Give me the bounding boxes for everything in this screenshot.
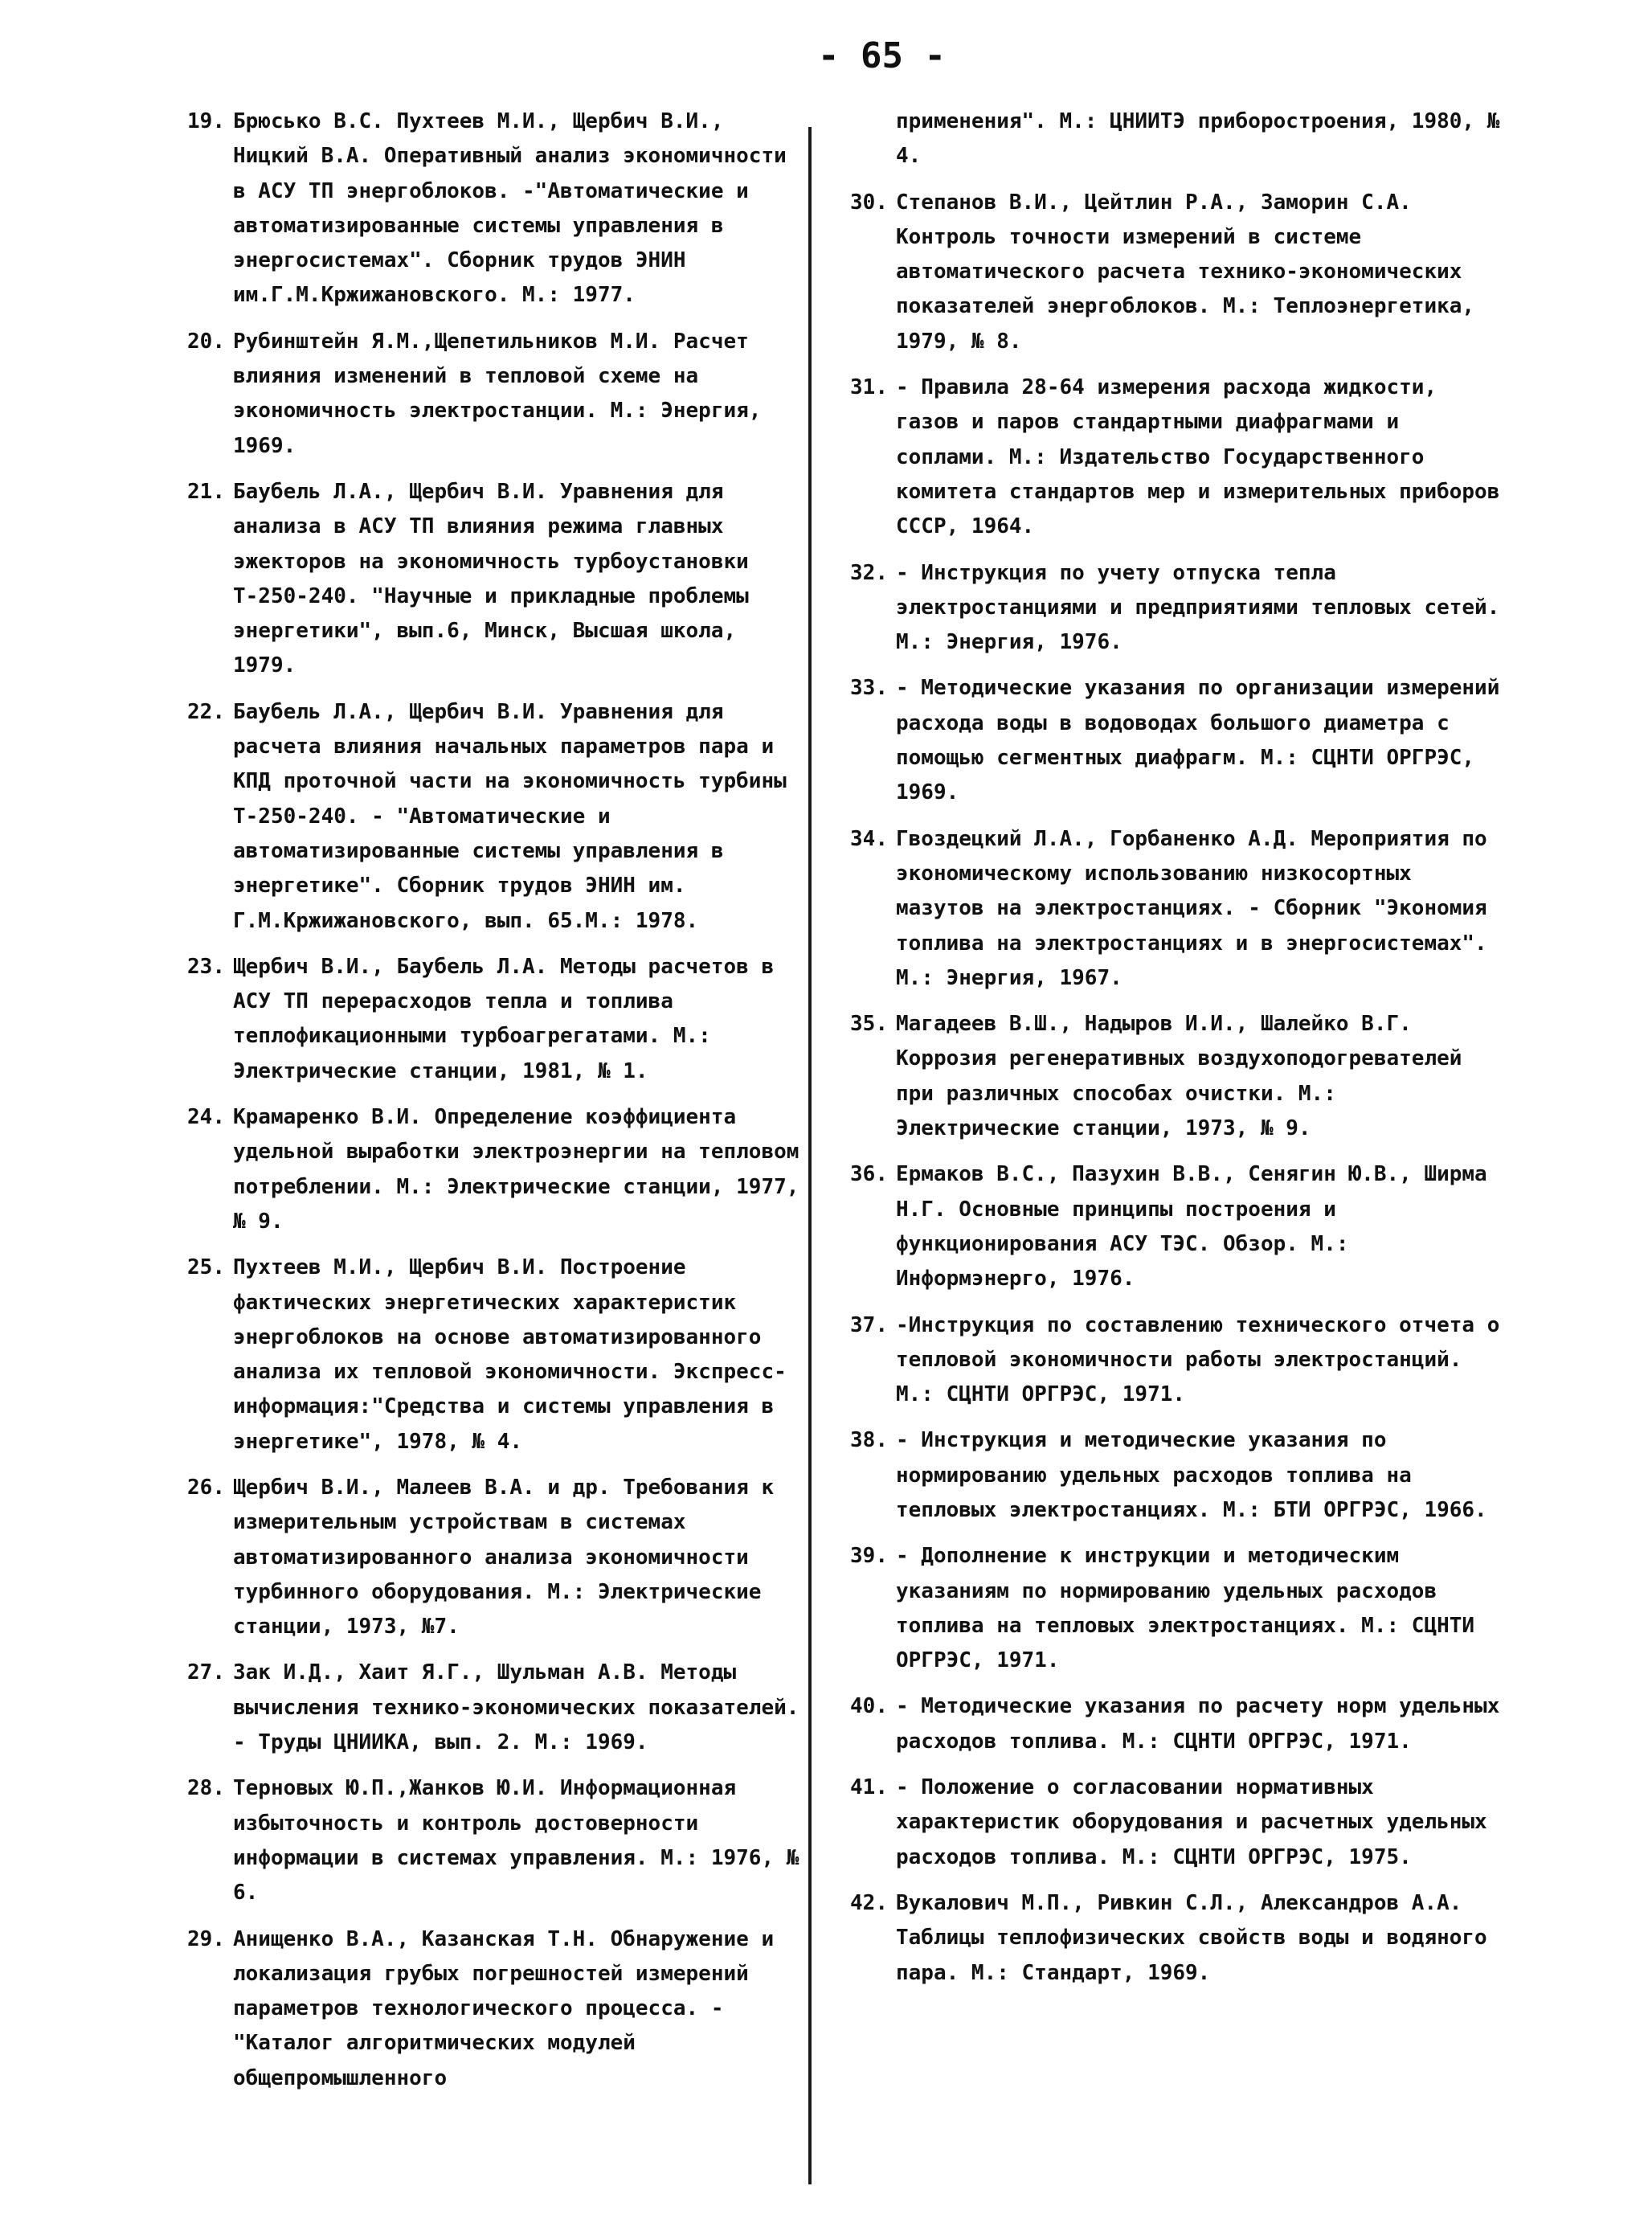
reference-entry bbox=[832, 1886, 1507, 1991]
reference-number: 35. bbox=[850, 1012, 888, 1037]
reference-entry bbox=[169, 325, 804, 464]
reference-text: Анищенко В.А., Казанская Т.Н. Обнаружение и локализация грубых погрешностей измерений параметров технологического процесса. - "Каталог алгоритмических модулей общепромышленного bbox=[233, 1926, 775, 2090]
reference-text: Магадеев В.Ш., Надыров И.И., Шалейко В.Г. Коррозия регенеративных воздухоподогревателей при различных способах очистки. М.: Электрические станции, 1973, № 9. bbox=[896, 1012, 1462, 1141]
reference-text: Вукалович М.П., Ривкин С.Л., Александров А.А. Таблицы теплофизических свойств воды и водяного пара. М.: Стандарт, 1969. bbox=[896, 1890, 1487, 1985]
reference-text: - Правила 28-64 измерения расхода жидкости, газов и паров стандартными диафрагмами и соплами. М.: Издательство Государственного комитета стандартов мер и измерительных приборов СССР, 1964. bbox=[896, 375, 1500, 539]
reference-text: -Инструкция по составлению технического отчета о тепловой экономичности работы электростанций. М.: СЦНТИ ОРГРЭС, 1971. bbox=[896, 1312, 1500, 1407]
reference-text: Терновых Ю.П.,Жанков Ю.И. Информационная избыточность и контроль достоверности информации в системах управления. М.: 1976, № 6. bbox=[233, 1776, 799, 1906]
reference-text: Баубель Л.А., Щербич В.И. Уравнения для расчета влияния начальных параметров пара и КПД проточной части на экономичность турбины Т-250-240. - "Автоматические и автоматизированные системы управления в энергетике". Сборник трудов ЭНИН им. Г.М.Кржижановского, вып. 65.М.: 1978. bbox=[233, 699, 787, 933]
reference-number: 20. bbox=[187, 329, 225, 354]
reference-text: Щербич В.И., Малеев В.А. и др. Требования к измерительным устройствам в системах автоматизированного анализа экономичности турбинного оборудования. М.: Электрические станции, 1973, №7. bbox=[233, 1475, 775, 1639]
page-number: - 65 - bbox=[818, 35, 946, 76]
reference-number: 36. bbox=[850, 1162, 888, 1187]
reference-number: 37. bbox=[850, 1312, 888, 1337]
reference-text: - Инструкция по учету отпуска тепла электростанциями и предприятиями тепловых сетей. М.: Энергия, 1976. bbox=[896, 560, 1500, 655]
reference-text: Пухтеев М.И., Щербич В.И. Построение фактических энергетических характеристик энергоблоков на основе автоматизированного анализа их тепловой экономичности. Экспресс-информация:"Средства и системы управления в энергетике", 1978, № 4. bbox=[233, 1255, 787, 1454]
reference-entry bbox=[832, 186, 1507, 359]
reference-text: Щербич В.И., Баубель Л.А. Методы расчетов в АСУ ТП перерасходов тепла и топлива теплофикационными турбоагрегатами. М.: Электрические станции, 1981, № 1. bbox=[233, 954, 775, 1083]
reference-text: - Положение о согласовании нормативных характеристик оборудования и расчетных удельных расходов топлива. М.: СЦНТИ ОРГРЭС, 1975. bbox=[896, 1775, 1487, 1869]
reference-entry bbox=[169, 1471, 804, 1644]
reference-entry bbox=[832, 1157, 1507, 1296]
reference-number: 39. bbox=[850, 1544, 888, 1569]
reference-entry bbox=[169, 695, 804, 939]
right-column bbox=[832, 104, 1507, 2002]
reference-number: 26. bbox=[187, 1475, 225, 1500]
reference-entry bbox=[832, 1539, 1507, 1678]
reference-number: 19. bbox=[187, 109, 225, 133]
reference-number: 23. bbox=[187, 954, 225, 979]
reference-entry bbox=[832, 1770, 1507, 1875]
reference-number: 31. bbox=[850, 375, 888, 400]
reference-entry-continued bbox=[832, 104, 1507, 174]
reference-entry bbox=[832, 370, 1507, 544]
reference-text: - Дополнение к инструкции и методическим указаниям по нормированию удельных расходов топлива на тепловых электростанциях. М.: СЦНТИ ОРГРЭС, 1971. bbox=[896, 1544, 1475, 1673]
reference-number: 42. bbox=[850, 1890, 888, 1915]
reference-text: Баубель Л.А., Щербич В.И. Уравнения для анализа в АСУ ТП влияния режима главных эжекторов на экономичность турбоустановки Т-250-240. "Научные и прикладные проблемы энергетики", вып.6, Минск, Высшая школа, 1979. bbox=[233, 479, 749, 678]
reference-number: 21. bbox=[187, 479, 225, 504]
reference-entry bbox=[169, 1100, 804, 1239]
reference-entry bbox=[169, 1251, 804, 1459]
reference-entry bbox=[169, 1656, 804, 1760]
reference-text: Степанов В.И., Цейтлин Р.А., Заморин С.А. Контроль точности измерений в системе автоматического расчета технико-экономических показателей энергоблоков. М.: Теплоэнергетика, 1979, № 8. bbox=[896, 190, 1475, 354]
reference-number: 41. bbox=[850, 1775, 888, 1800]
reference-number: 40. bbox=[850, 1694, 888, 1719]
reference-entry bbox=[169, 104, 804, 313]
reference-number: 29. bbox=[187, 1926, 225, 1951]
reference-number: 32. bbox=[850, 560, 888, 585]
reference-text: применения". М.: ЦНИИТЭ приборостроения, 1980, № 4. bbox=[896, 109, 1500, 169]
reference-text: - Методические указания по расчету норм удельных расходов топлива. М.: СЦНТИ ОРГРЭС, 1971. bbox=[896, 1694, 1500, 1754]
reference-text: Зак И.Д., Хаит Я.Г., Шульман А.В. Методы вычисления технико-экономических показателей. - Труды ЦНИИКА, вып. 2. М.: 1969. bbox=[233, 1660, 799, 1755]
column-divider bbox=[808, 127, 812, 2184]
reference-entry bbox=[832, 1308, 1507, 1413]
reference-entry bbox=[169, 1922, 804, 2096]
reference-entry bbox=[832, 822, 1507, 996]
reference-text: Гвоздецкий Л.А., Горбаненко А.Д. Мероприятия по экономическому использованию низкосортных мазутов на электростанциях. - Сборник "Экономия топлива на электростанциях и в энергосистемах". М.: Энергия, 1967. bbox=[896, 826, 1487, 990]
reference-entry bbox=[832, 1689, 1507, 1759]
reference-entry bbox=[832, 556, 1507, 661]
reference-number: 27. bbox=[187, 1660, 225, 1685]
left-column bbox=[169, 104, 804, 2107]
reference-entry bbox=[832, 1007, 1507, 1146]
reference-entry bbox=[169, 1771, 804, 1910]
reference-number: 33. bbox=[850, 676, 888, 701]
reference-text: - Инструкция и методические указания по нормированию удельных расходов топлива на тепловых электростанциях. М.: БТИ ОРГРЭС, 1966. bbox=[896, 1428, 1487, 1522]
reference-entry bbox=[832, 671, 1507, 810]
reference-number: 24. bbox=[187, 1105, 225, 1130]
reference-text: Брюсько В.С. Пухтеев М.И., Щербич В.И., Ницкий В.А. Оперативный анализ экономичности в АСУ ТП энергоблоков. -"Автоматические и автоматизированные системы управления в энергосистемах". Сборник трудов ЭНИН им.Г.М.Кржижановского. М.: 1977. bbox=[233, 109, 787, 308]
reference-text: Ермаков В.С., Пазухин В.В., Сенягин Ю.В., Ширма Н.Г. Основные принципы построения и функционирования АСУ ТЭС. Обзор. М.: Информэнерго, 1976. bbox=[896, 1162, 1487, 1292]
reference-entry bbox=[169, 950, 804, 1089]
reference-entry bbox=[169, 475, 804, 684]
reference-text: - Методические указания по организации измерений расхода воды в водоводах большого диаметра с помощью сегментных диафрагм. М.: СЦНТИ ОРГРЭС, 1969. bbox=[896, 676, 1500, 805]
reference-number: 25. bbox=[187, 1255, 225, 1280]
reference-number: 30. bbox=[850, 190, 888, 215]
reference-number: 38. bbox=[850, 1428, 888, 1453]
reference-number: 28. bbox=[187, 1776, 225, 1801]
reference-number: 22. bbox=[187, 699, 225, 724]
reference-number: 34. bbox=[850, 826, 888, 851]
reference-text: Рубинштейн Я.М.,Щепетильников М.И. Расчет влияния изменений в тепловой схеме на экономичность электростанции. М.: Энергия, 1969. bbox=[233, 329, 762, 458]
reference-text: Крамаренко В.И. Определение коэффициента удельной выработки электроэнергии на тепловом потреблении. М.: Электрические станции, 1977, № 9. bbox=[233, 1105, 799, 1234]
reference-entry bbox=[832, 1423, 1507, 1528]
